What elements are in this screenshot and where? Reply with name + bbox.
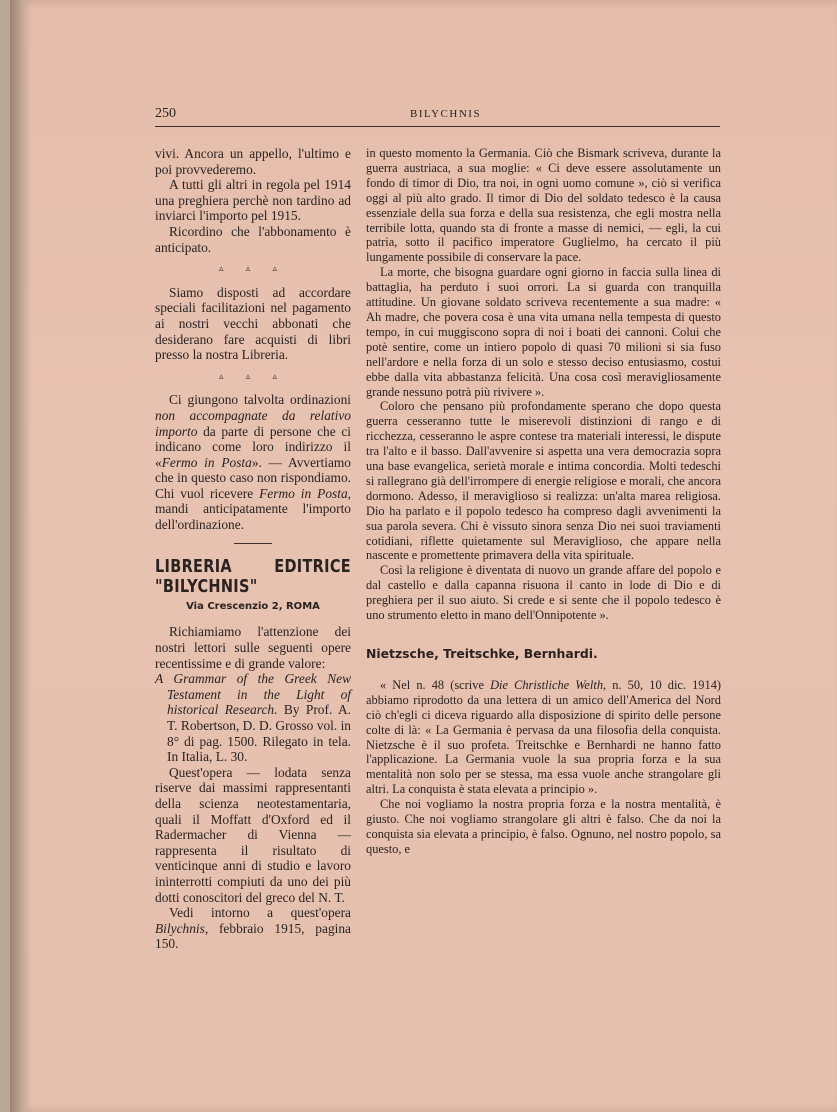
- left-paragraph-4: Siamo disposti ad accordare speciali facilitazioni nel pagamento ai nostri vecchi abbonati che desiderano fare acquisti di libri presso la nostra Libreria.: [155, 284, 351, 363]
- right-paragraph-3: Coloro che pensano più profondamente sperano che dopo questa guerra cesseranno tutte le miserevoli distinzioni di rango e di ricchezza, cesseranno le aspre contese tra materiali interessi, le dispute tra l'alto e il basso. Dall'avvenire si aspetta una vera democrazia sopra una base evangelica, serietà morale e intima concordia. Molti tedeschi si rallegrano già dell'irrompere di energie religiose e morali, che ancora dormono. Adesso, il meraviglioso si realizza: un'alta marea religiosa. Dio ha parlato e il popolo tedesco ha compreso dagli avvenimenti la sua parola severa. Chi è vissuto sinora senza Dio nei suoi traviamenti cotidiani, riflette quietamente sul Meraviglioso, che appare nella nascente e promettente primavera della vita spirituale.: [366, 399, 721, 563]
- right-column: [366, 146, 721, 857]
- left-paragraph-6: Richiamiamo l'attenzione dei nostri lettori sulle seguenti opere recentissime e di grande valore:: [155, 624, 351, 671]
- left-paragraph-5: Ci giungono talvolta ordinazioni non accompagnate da relativo importo da parte di persone che ci indicano come loro indirizzo il «Fermo in Posta». — Avvertiamo che in questo caso non rispondiamo. Chi vuol ricevere Fermo in Posta, mandi anticipatamente l'importo dell'ordinazione.: [155, 392, 351, 533]
- left-paragraph-3: Ricordino che l'abbonamento è anticipato.: [155, 223, 351, 255]
- right-paragraph-1: in questo momento la Germania. Ciò che Bismark scriveva, durante la guerra austriaca, a sua moglie: « Ci deve essere assolutamente un fondo di timor di Dio, tra noi, in ogni uomo comune », ciò si verifica oggi al più alto grado. Il timor di Dio del soldato tedesco è la causa essenziale della sua forza e della sua resistenza, che egli mostra nella terribile lotta, quando sta di fronte a masse di nemici, — egli, la cui patria, sotto il pacifico imperatore Guglielmo, ha cercato il più lungamente possibile di conservare la pace.: [366, 146, 721, 265]
- left-column: [155, 146, 351, 952]
- page-header: [155, 106, 720, 127]
- left-paragraph-2: A tutti gli altri in regola pel 1914 una preghiera perchè non tardino ad inviarci l'importo pel 1915.: [155, 177, 351, 224]
- publisher-address: Via Crescenzio 2, ROMA: [186, 600, 320, 612]
- publisher-heading: LIBRERIA EDITRICE "BILYCHNIS": [155, 556, 351, 596]
- right-paragraph-4: Così la religione è diventata di nuovo un grande affare del popolo e dal castello e dalla capanna risuona il canto in lode di Dio e di preghiera per il suo aiuto. Si crede e si sente che il popolo tedesco è uno strumento eletto in mano dell'Onnipotente ».: [366, 563, 721, 623]
- book-title: A Grammar of the Greek New Testament in the Light of historical Research.: [155, 671, 351, 718]
- section-heading: Nietzsche, Treitschke, Bernhardi.: [366, 646, 598, 661]
- page-number: 250: [155, 106, 176, 121]
- right-paragraph-5: « Nel n. 48 (scrive Die Christliche Welth, n. 50, 10 dic. 1914) abbiamo riprodotto da una lettera di un amico dell'America del Nord ciò ch'egli ci diceva riguardo alla disposizione di spirito delle persone colte di là: « La Germania è pervasa da una filosofia della conquista. Nietzsche è il suo profeta. Treitschke e Bernhardi ne hanno fatto l'applicazione. La Germania vuole la sua propria forza e la sua mentalità non solo per se stessa, ma essa vuole anche strangolare gli altri. La conquista è stata elevata a principio ».: [366, 677, 722, 797]
- left-paragraph-7: Quest'opera — lodata senza riserve dai massimi rappresentanti della scienza neotestamentaria, quali il Moffatt d'Oxford ed il Radermacher di Vienna — rappresenta il risultato di venticinque anni di studio e lavoro ininterrotti compiuti da uno dei più dotti conoscitori del greco del N. T.: [155, 764, 351, 905]
- book-listing: A Grammar of the Greek New Testament in the Light of historical Research. By Prof. A. T. Robertson, D. D. Grosso vol. in 8° di pag. 1500. Rilegato in tela. In Italia, L. 30.: [155, 671, 352, 765]
- section-ornament: ▵ ▵ ▵: [218, 263, 288, 274]
- running-title: BILYCHNIS: [410, 108, 482, 120]
- divider-rule: [234, 543, 272, 544]
- right-paragraph-6: Che noi vogliamo la nostra propria forza e la nostra mentalità, è giusto. Che noi vogliamo strangolare gli altri è falso. Che da noi la conquista sia elevata a principio, è falso. Ognuno, nel nostro popolo, sa questo, e: [366, 797, 721, 856]
- right-paragraph-2: La morte, che bisogna guardare ogni giorno in faccia sulla linea di battaglia, ha perduto i suoi orrori. La si guarda con tranquilla attitudine. Un giovane soldato scriveva recentemente a sua madre: « Ah madre, che povera cosa è una vita umana nella tempesta di questo tempo, in cui muggiscono sopra di noi i boati dei cannoni. Colui che potè sentire, come un intiero popolo di quasi 70 milioni si sia fuso nell'ardore e nella forza di un solo e stesso deciso entusiasmo, costui ebbe dalla vita abbastanza felicità. Una cosa così meravigliosamente grande nessuno potrà più rivivere ».: [366, 265, 721, 399]
- left-paragraph-8: Vedi intorno a quest'opera Bilychnis, febbraio 1915, pagina 150.: [155, 905, 351, 952]
- page-binding-edge: [10, 0, 32, 1112]
- left-paragraph-1: vivi. Ancora un appello, l'ultimo e poi provvederemo.: [155, 146, 351, 177]
- section-ornament: ▵ ▵ ▵: [218, 370, 288, 381]
